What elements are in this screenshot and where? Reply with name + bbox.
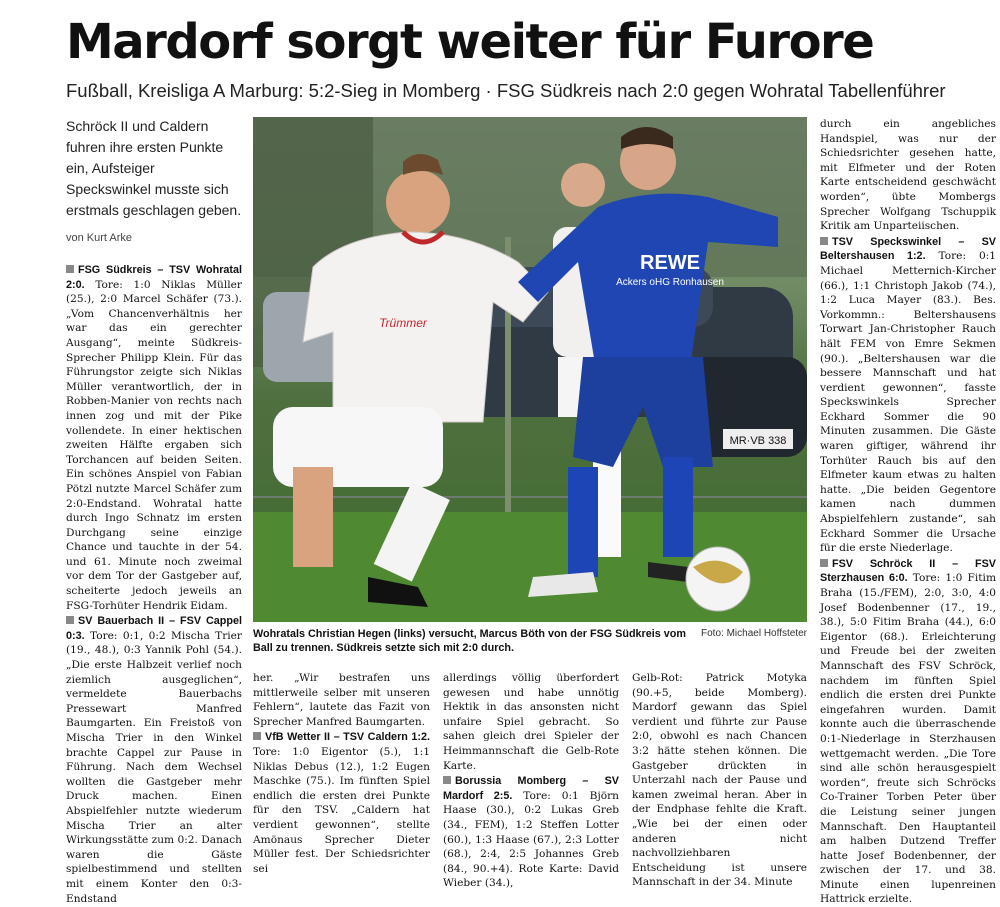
photo-caption: Wohratals Christian Hegen (links) versucht, Marcus Böth von der FSG Südkreis vom Ball zu trennen. Südkreis setzte sich mit 2:0 durch. (253, 628, 686, 654)
article-paragraph (820, 117, 996, 234)
article-paragraph (253, 671, 430, 729)
article-text: Gelb-Rot: Patrick Motyka (90.+5, beide Momberg). Mardorf gewann das Spiel verdient und führte zur Pause 2:0, obwohl es nach Chancen 3:2 hätte stehen können. Die Gastgeber drückten in Unterzahl nach der Pause und kamen zweimal heran. Aber in der Endphase fehlte die Kraft. „Wie bei der einen oder anderen nicht nachvollziehbaren Entscheidung ist unsere Mannschaft in der 34. Minute (632, 672, 807, 889)
article-column-2 (253, 671, 430, 876)
match-subheading: FSV Schröck II – FSV Sterzhausen 6:0. (820, 557, 996, 585)
match-subheading: SV Bauerbach II – FSV Cappel 0:3. (66, 615, 242, 642)
article-text: allerdings völlig überfordert gewesen und habe unnötig Hektik in das ansonsten nicht unfaire Spiel gebracht. So sahen gleich drei Spieler der Heimmannschaft die Gelb-Rote Karte. (443, 672, 619, 772)
article-paragraph (820, 235, 996, 556)
article-text: Tore: 0:1 Michael Metternich-Kircher (66.), 1:1 Christoph Jakob (74.), 1:2 Luca Mayer (83.). Bes. Vorkommn.: Beltershausens Torwart Jan-Christopher Rauch hält FEM von Emre Sekmen (90.). „Beltershausen war die bessere Mannschaft und hat verdient gewonnen“, fasste Speckswinkels Sprecher Eckhard Sommer die 90 Minuten zusammen. Die Gäste waren giftiger, während ihr Torhüter Rauch bis auf den Elfmeter kaum etwas zu halten hatte. „Die beiden Gegentore kamen nach dummen Abspielfehlern zustande“, sah Eckhard Sommer die Ursache für die erste Niederlage. (820, 250, 996, 555)
article-text: durch ein angebliches Handspiel, was nur der Schiedsrichter gesehen hatte, mit Elfmeter und der Roten Karte entscheidend geschwächt worden“, übte Mombergs Sprecher Wolfgang Tschuppik Kritik am Unparteiischen. (820, 118, 996, 233)
headline: Mardorf sorgt weiter für Furore (66, 14, 874, 70)
subheadline: Fußball, Kreisliga A Marburg: 5:2-Sieg in Momberg · FSG Südkreis nach 2:0 gegen Wohratal Tabellenführer (66, 80, 946, 101)
square-bullet-icon (66, 616, 74, 624)
article-text: Tore: 0:1 Björn Haase (30.), 0:2 Lukas Greb (34., FEM), 1:2 Steffen Lotter (60.), 1:3 Haase (67.), 2:3 Lotter (68.), 2:4, 2:5 Johannes Greb (84., 90.+4). Rote Karte: David Wieber (34.), (443, 789, 619, 890)
article-paragraph (443, 774, 619, 891)
article-text: Tore: 1:0 Eigentor (5.), 1:1 Niklas Debus (12.), 1:2 Eugen Maschke (75.). Im fünften Spiel endlich die ersten drei Punkte für den TSV. „Caldern hat verdient gewonnen“, stellte Amönaus Sprecher Dieter Müller fest. Der Schiedsrichter sei (253, 745, 430, 875)
article-paragraph (66, 614, 242, 906)
article-paragraph (443, 671, 619, 773)
square-bullet-icon (443, 776, 451, 784)
article-text: Tore: 1:0 Niklas Müller (25.), 2:0 Marcel Schäfer (73.). „Vom Chancenverhältnis her war das ein gerechter Ausgang“, meinte Südkreis-Sprecher Philipp Klein. Für das Führungstor zeigte sich Niklas Müller verantwortlich, der in Robben-Manier von rechts nach innen zog und mit der Pike vollendete. In einer hektischen zweiten Hälfte ergaben sich Torchancen auf beiden Seiten. Ein schönes Anspiel von Fabian Pötzl nutzte Marcel Schäfer zum 2:0-Endstand. Wohratal hatte durch Ingo Schnatz im ersten Durchgang seine einzige Chance und tauchte in der 54. und 61. Minute noch zweimal vor dem Tor der Gastgeber auf, scheiterte jedoch jeweils an FSG-Torhüter Hendrik Eidam. (66, 278, 242, 612)
article-column-3 (443, 671, 619, 891)
article-text: Tore: 1:0 Fitim Braha (15./FEM), 2:0, 3:0, 4:0 Josef Bodenbenner (17., 19., 38.), 5:0 Fitim Braha (44.), 6:0 Eigentor (68.). Erleichterung und Freude bei der zweiten Mannschaft des FSV Schröck, nachdem im fünften Spiel endlich die ersten drei Punkte eingefahren wurden. Damit konnte auch die überraschende 0:1-Niederlage in Sterzhausen wettgemacht werden. „Die Tore sind alle schön herausgespielt worden“, freute sich Schröcks Co-Trainer Torben Peter über die Leistung seiner jungen Mannschaft. Den Hauptanteil am halben Dutzend Treffer hatte Josef Bodenbenner, der zwischen der 17. und 38. Minute einen lupenreinen Hattrick erzielte. (820, 572, 996, 906)
article-text: her. „Wir bestrafen uns mittlerweile selber mit unseren Fehlern“, lautete das Fazit von Sprecher Manfred Baumgarten. (253, 672, 430, 728)
article-column-4 (632, 671, 807, 890)
sponsor-white-text: Trümmer (379, 316, 427, 330)
article-paragraph (820, 557, 996, 907)
match-subheading: FSG Südkreis – TSV Wohratal 2:0. (66, 264, 242, 291)
license-plate-text: MR·VB 338 (729, 435, 787, 447)
square-bullet-icon (66, 265, 74, 273)
article-paragraph (66, 263, 242, 613)
match-subheading: VfB Wetter II – TSV Caldern 1:2. (265, 731, 430, 744)
sponsor-blue-text: REWE (640, 252, 700, 274)
intro-text: Schröck II und Caldern fuhren ihre ersten Punkte ein, Aufsteiger Speckswinkel musste sich erstmals geschlagen geben. (66, 118, 242, 218)
article-paragraph (253, 730, 430, 876)
match-subheading: Borussia Momberg – SV Mardorf 2:5. (443, 775, 619, 802)
article-column-1 (66, 262, 242, 906)
match-subheading: TSV Speckswinkel – SV Beltershausen 1:2. (820, 235, 996, 263)
photo-caption-block (253, 627, 807, 655)
square-bullet-icon (253, 732, 261, 740)
match-photo (253, 117, 807, 622)
byline: von Kurt Arke (66, 232, 133, 244)
square-bullet-icon (820, 559, 828, 567)
article-text: Tore: 0:1, 0:2 Mischa Trier (19., 48.), 0:3 Yannik Pohl (54.). „Die erste Halbzeit verlief noch ziemlich ausgeglichen“, vermeldete Bauerbachs Pressewart Manfred Baumgarten. Ein Freistoß von Mischa Trier in den Winkel brachte Cappel zur Pause in Führung. Nach dem Wechsel wollten die Gastgeber mehr Druck machen. Einen Abspielfehler nutzte wiederum Mischa Trier an alter Wirkungsstätte zum 0:2. Danach waren die Gäste spielbestimmend und stellten mit einem Konter den 0:3-Endstand (66, 629, 242, 905)
article-column-5 (820, 117, 996, 907)
sponsor-blue-subtext: Ackers oHG Ronhausen (616, 277, 724, 288)
square-bullet-icon (820, 237, 828, 245)
article-paragraph (632, 671, 807, 890)
photo-credit: Foto: Michael Hoffsteter (701, 628, 807, 639)
photo-illustration (253, 117, 807, 622)
